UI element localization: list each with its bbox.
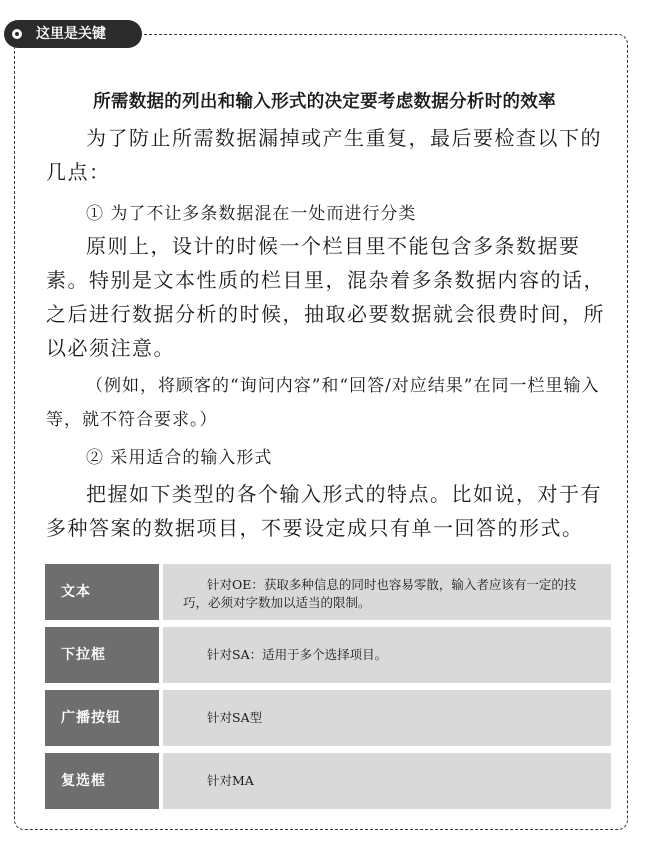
point2-title: ② 采用适合的输入形式 (86, 448, 273, 468)
key-point-tag (4, 20, 142, 48)
input-type-label: 广播按钮 (45, 690, 159, 746)
key-point-tag-label: 这里是关键 (36, 26, 106, 42)
point1-example: （例如，将顾客的“询问内容”和“回答/对应结果”在同一栏里输入等，就不符合要求。） (46, 376, 600, 430)
input-type-description: 针对SA：适用于多个选择项目。 (163, 627, 611, 683)
point1-body: 原则上，设计的时候一个栏目里不能包含多条数据要素。特别是文本性质的栏目里，混杂着多条数据内容的话，之后进行数据分析的时候，抽取必要数据就会很费时间，所以必须注意。 (46, 234, 605, 360)
input-type-description: 针对SA型 (163, 690, 611, 746)
table-row (45, 627, 611, 683)
section-heading: 所需数据的列出和输入形式的决定要考虑数据分析时的效率 (93, 92, 556, 112)
input-type-label: 复选框 (45, 753, 159, 809)
input-type-label: 文本 (45, 564, 159, 620)
intro-paragraph: 为了防止所需数据漏掉或产生重复，最后要检查以下的几点： (46, 126, 602, 184)
input-type-label: 下拉框 (45, 627, 159, 683)
point1-title: ① 为了不让多条数据混在一处而进行分类 (86, 204, 417, 224)
input-type-description: 针对MA (163, 753, 611, 809)
table-row (45, 564, 611, 620)
table-row (45, 690, 611, 746)
bullet-icon (9, 26, 25, 42)
table-row (45, 753, 611, 809)
input-type-description: 针对OE：获取多种信息的同时也容易零散，输入者应该有一定的技巧，必须对字数加以适当的限制。 (163, 564, 611, 620)
point2-body: 把握如下类型的各个输入形式的特点。比如说，对于有多种答案的数据项目，不要设定成只有单一回答的形式。 (46, 482, 602, 540)
